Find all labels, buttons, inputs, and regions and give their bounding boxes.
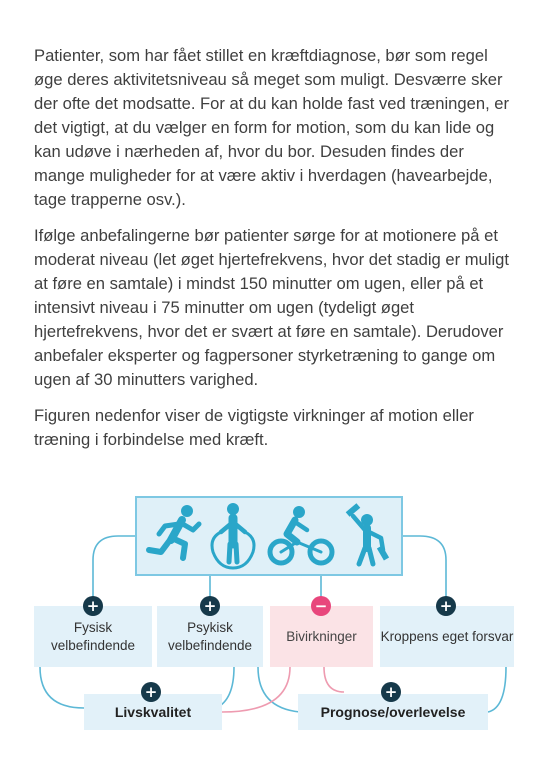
plus-badge-icon: + bbox=[83, 596, 103, 616]
outcome-label: Livskvalitet bbox=[114, 704, 192, 720]
activity-icons bbox=[137, 498, 401, 574]
connector-forsvar-to-prognose bbox=[488, 667, 506, 712]
jump-rope-icon bbox=[212, 503, 254, 568]
paragraph-1: Patienter, som har fået stillet en kræftdiagnose, bør som regel øge deres aktivitetsniveau så meget som muligt. Desværre sker der ofte det modsatte. For at du kan holde fast ved træningen, er det vigtigt, at du vælger en form for motion, som du kan lide og kan udøve i nærheden af, hvor du bor. Desuden findes der mange muligheder for at være aktiv i hverdagen (havearbejde, tage trapperne osv.). bbox=[34, 46, 510, 209]
plus-badge-icon: + bbox=[200, 596, 220, 616]
connector-bivirkninger-to-livskvalitet bbox=[222, 667, 290, 712]
paragraph-3: Figuren nedenfor viser de vigtigste virkninger af motion eller træning i forbindelse med kræft. bbox=[34, 406, 474, 449]
effect-label: Bivirkninger bbox=[286, 628, 357, 644]
weightlifting-icon bbox=[346, 503, 389, 564]
connector-fysisk-to-livskvalitet bbox=[40, 667, 84, 708]
cycling-icon bbox=[270, 506, 332, 563]
activity-icons-panel bbox=[135, 496, 403, 576]
outcome-label: Prognose/overlevelse bbox=[320, 704, 466, 720]
effect-label: Kroppens eget forsvar bbox=[380, 628, 514, 644]
effect-label: Psykisk velbefindende bbox=[167, 619, 253, 653]
running-icon bbox=[149, 505, 199, 558]
plus-badge-icon: + bbox=[436, 596, 456, 616]
minus-badge-icon: − bbox=[311, 596, 331, 616]
connector-strip-to-forsvar bbox=[403, 536, 446, 606]
connector-strip-to-fysisk bbox=[93, 536, 135, 606]
paragraph-2: Ifølge anbefalingerne bør patienter sørge for at motionere på et moderat niveau (let øget hjertefrekvens, hvor det stadig er muligt at føre en samtale) i mindst 150 minutter om ugen, eller på et intensivt niveau i 75 minutter om ugen (tydeligt øget hjertefrekvens, hvor det er svært at føre en samtale). Derudover anbefaler eksperter og fagpersoner styrketræning to gange om ugen af 30 minutters varighed. bbox=[34, 226, 509, 389]
connector-bivirkninger-to-prognose bbox=[324, 667, 344, 692]
plus-badge-icon: + bbox=[141, 682, 161, 702]
plus-badge-icon: + bbox=[381, 682, 401, 702]
effect-label: Fysisk velbefindende bbox=[50, 619, 136, 653]
